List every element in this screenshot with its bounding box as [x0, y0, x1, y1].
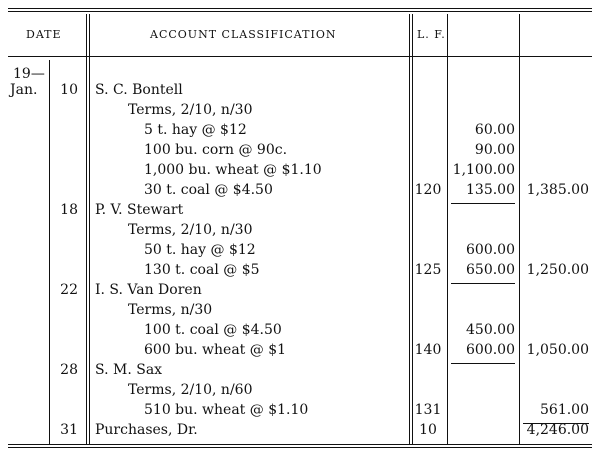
account-cell: 100 bu. corn @ 90c. — [144, 142, 288, 158]
amount-cell: 135.00 — [466, 182, 515, 198]
date-header: DATE — [26, 28, 62, 41]
header-rule — [8, 56, 592, 57]
year-label: 19— — [13, 66, 45, 82]
ledger-row — [0, 240, 600, 260]
ledger-row — [0, 420, 600, 440]
account-cell: S. M. Sax — [95, 362, 163, 378]
account-cell: P. V. Stewart — [95, 202, 184, 218]
ledger-row — [0, 340, 600, 360]
day-cell: 31 — [60, 422, 78, 438]
subtotal-underline — [451, 283, 515, 284]
total-amount-cell: 1,385.00 — [526, 182, 589, 198]
lf-cell: 140 — [414, 342, 442, 358]
day-cell: 18 — [60, 202, 78, 218]
account-cell: 100 t. coal @ $4.50 — [144, 322, 282, 338]
day-cell: 10 — [60, 82, 78, 98]
amount-cell: 90.00 — [474, 142, 515, 158]
account-cell: Terms, n/30 — [128, 302, 213, 318]
account-cell: 600 bu. wheat @ $1 — [144, 342, 287, 358]
ledger-row — [0, 180, 600, 200]
ledger-row — [0, 400, 600, 420]
ledger-row — [0, 260, 600, 280]
account-cell: 130 t. coal @ $5 — [144, 262, 260, 278]
lf-header: L. F. — [417, 28, 446, 41]
top-rule-inner — [8, 11, 592, 12]
amount-cell: 600.00 — [466, 242, 515, 258]
ledger-row — [0, 220, 600, 240]
account-cell: 510 bu. wheat @ $1.10 — [144, 402, 309, 418]
ledger-row — [0, 320, 600, 340]
account-cell: Terms, 2/10, n/60 — [128, 382, 253, 398]
account-cell: Purchases, Dr. — [95, 422, 198, 438]
account-cell: Terms, 2/10, n/30 — [128, 102, 253, 118]
ledger-row — [0, 80, 600, 100]
ledger-row — [0, 380, 600, 400]
ledger-row — [0, 300, 600, 320]
amount-cell: 600.00 — [466, 342, 515, 358]
subtotal-underline — [451, 203, 515, 204]
account-cell: I. S. Van Doren — [95, 282, 202, 298]
account-cell: Terms, 2/10, n/30 — [128, 222, 253, 238]
account-cell: 30 t. coal @ $4.50 — [144, 182, 273, 198]
account-classification-header: ACCOUNT CLASSIFICATION — [150, 28, 337, 41]
amount-cell: 650.00 — [466, 262, 515, 278]
amount-cell: 1,100.00 — [452, 162, 515, 178]
total-amount-cell: 1,250.00 — [526, 262, 589, 278]
total-amount-cell: 561.00 — [540, 402, 589, 418]
top-rule — [8, 8, 592, 9]
account-cell: 5 t. hay @ $12 — [144, 122, 247, 138]
ledger-row — [0, 140, 600, 160]
amount-cell: 450.00 — [466, 322, 515, 338]
account-cell: S. C. Bontell — [95, 82, 183, 98]
lf-cell: 125 — [414, 262, 442, 278]
account-cell: 50 t. hay @ $12 — [144, 242, 256, 258]
day-cell: 28 — [60, 362, 78, 378]
total-amount-cell: 4,246.00 — [526, 422, 589, 438]
subtotal-underline — [451, 363, 515, 364]
ledger-row — [0, 160, 600, 180]
amount-cell: 60.00 — [474, 122, 515, 138]
account-cell: 1,000 bu. wheat @ $1.10 — [144, 162, 322, 178]
bottom-rule — [8, 444, 592, 445]
bottom-rule-inner — [8, 447, 592, 448]
ledger-row — [0, 100, 600, 120]
lf-cell: 131 — [414, 402, 442, 418]
month-cell: Jan. — [10, 82, 38, 98]
total-underline — [523, 423, 589, 424]
ledger-row — [0, 120, 600, 140]
lf-cell: 10 — [419, 422, 437, 438]
day-cell: 22 — [60, 282, 78, 298]
total-amount-cell: 1,050.00 — [526, 342, 589, 358]
lf-cell: 120 — [414, 182, 442, 198]
